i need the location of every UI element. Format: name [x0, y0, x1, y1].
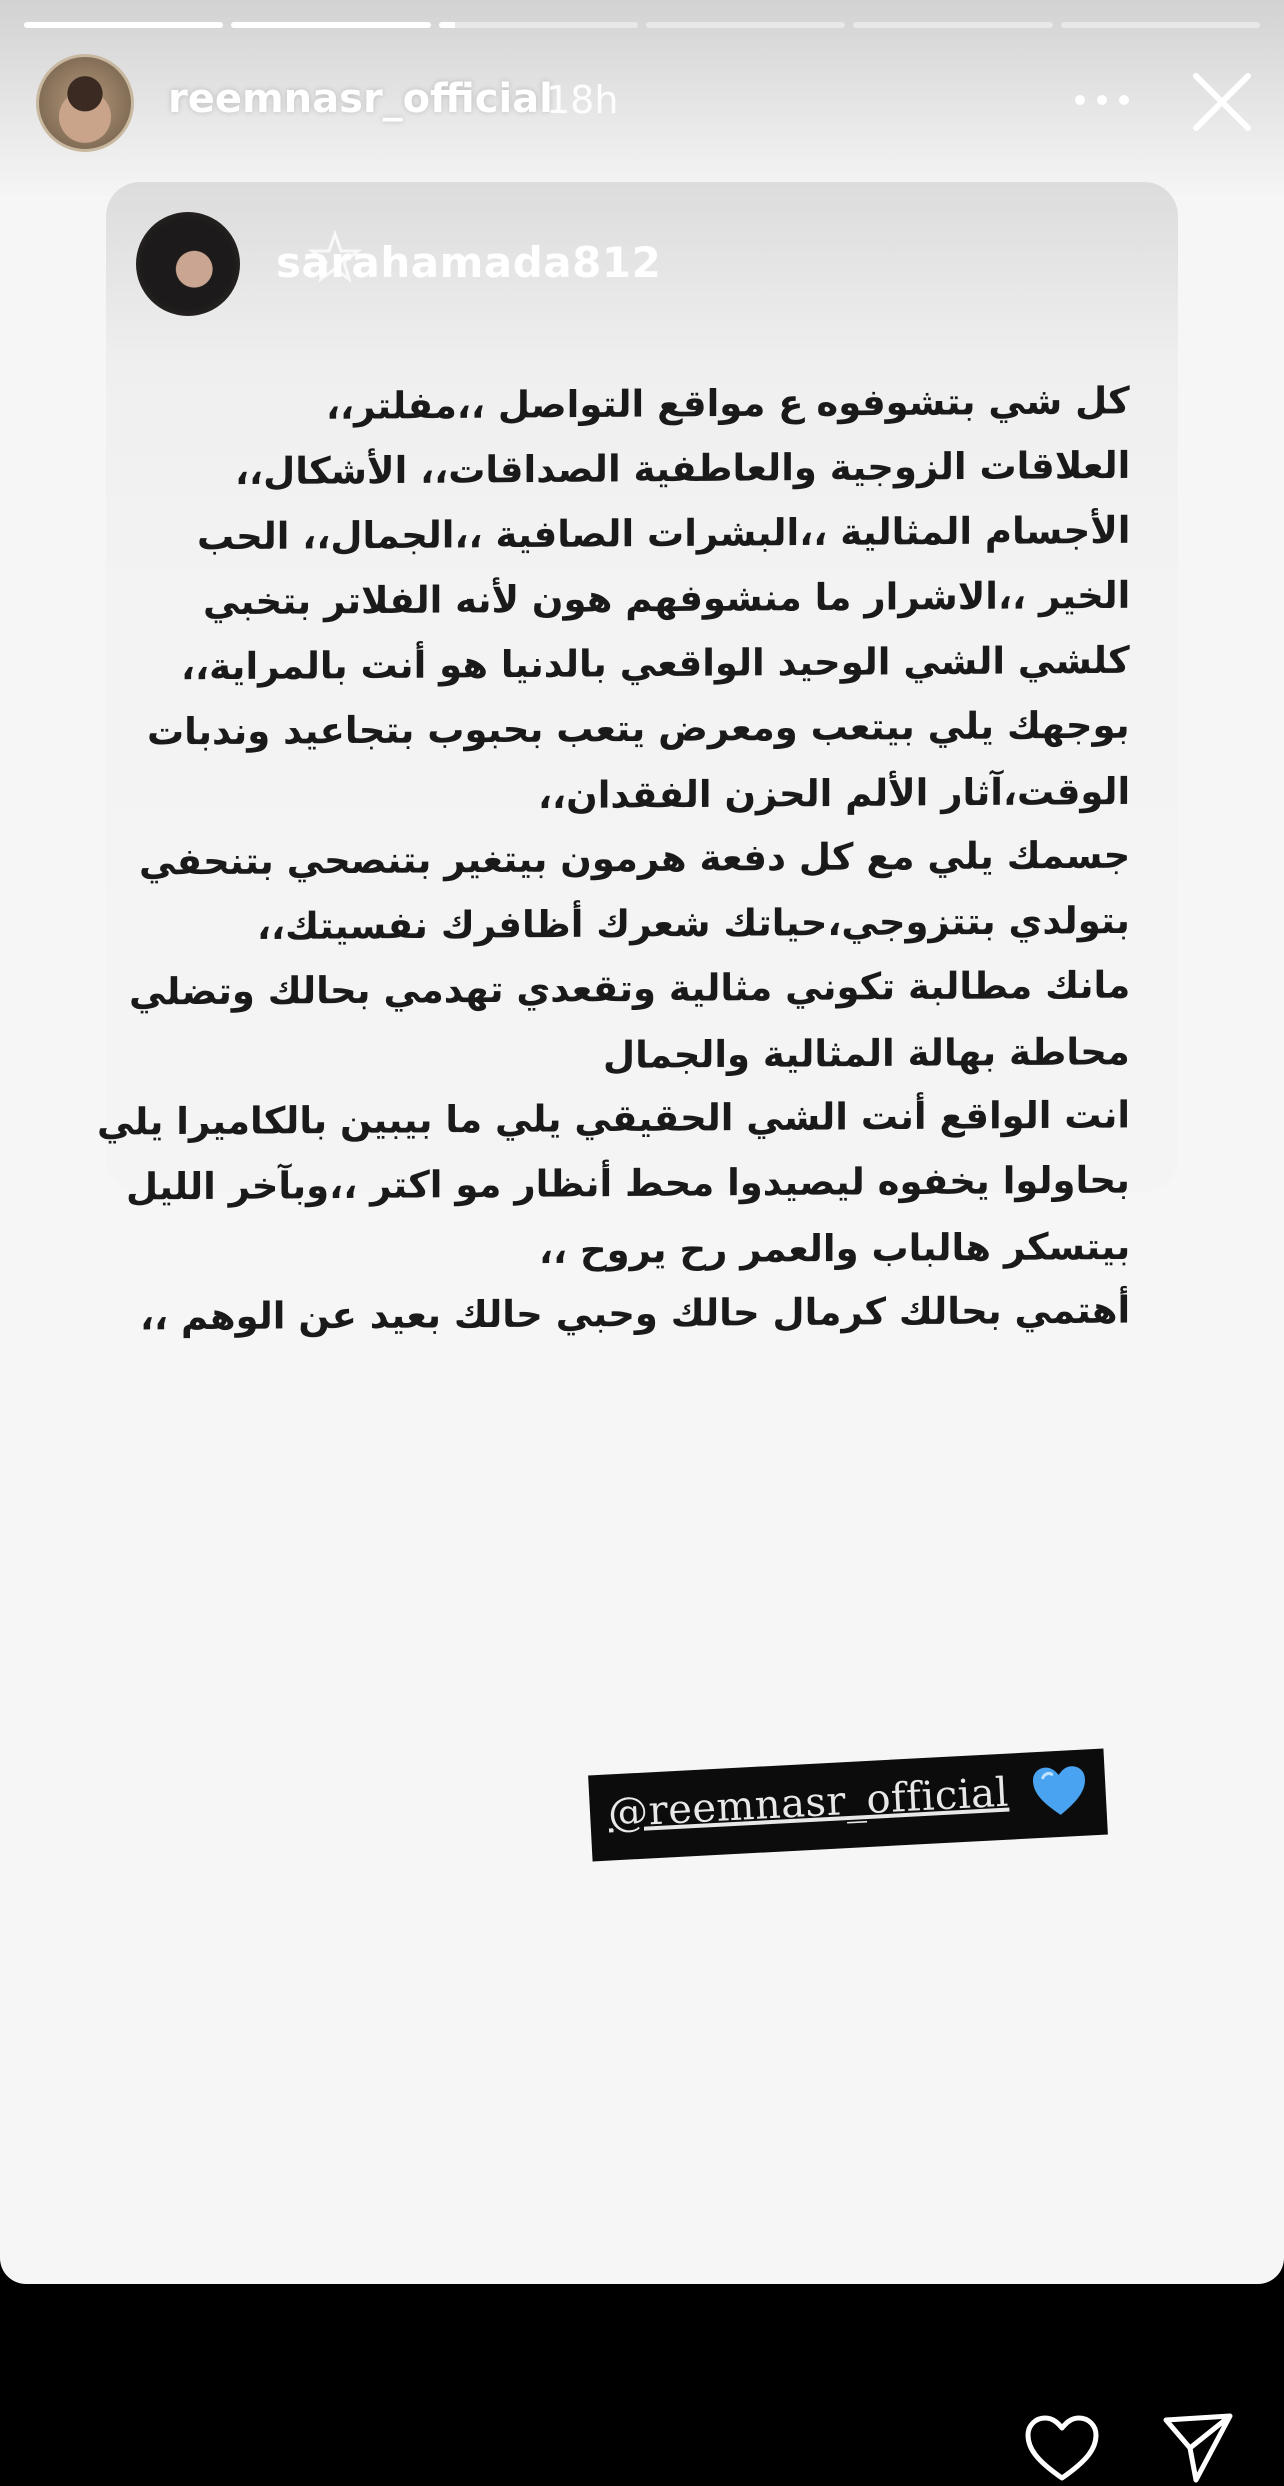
quote-line: بتولدي بتتزوجي،حياتك شعرك أظافرك نفسيتك،،: [257, 898, 1130, 949]
story-timestamp: 18h: [546, 78, 619, 122]
quote-author-avatar: [136, 212, 240, 316]
quote-line: انت الواقع أنت الشي الحقيقي يلي ما بيبين بالكاميرا يلي: [96, 1093, 1130, 1144]
progress-segment: [646, 22, 845, 28]
quote-line: بحاولوا يخفوه ليصيدوا محط أنظار مو اكتر ،،وبآخر الليل: [126, 1158, 1130, 1209]
more-options-icon[interactable]: [1072, 90, 1132, 110]
quote-line: جسمك يلي مع كل دفعة هرمون بيتغير بتنصحي بتنحفي: [138, 833, 1130, 884]
heart-outline-icon[interactable]: [1024, 2414, 1100, 2482]
quote-line: بيتسكر هالباب والعمر رح يروح ،،: [538, 1224, 1130, 1273]
story-progress-bar: [24, 22, 1260, 28]
quote-line: بوجهك يلي بيتعب ومعرض يتعب بحبوب بتجاعيد وندبات: [147, 703, 1130, 754]
blue-heart-icon: [1030, 1763, 1089, 1818]
profile-avatar[interactable]: [36, 54, 134, 152]
story-username[interactable]: reemnasr_official: [168, 76, 553, 122]
quote-line: محاطة بهالة المثالية والجمال: [603, 1030, 1130, 1077]
story-header: [0, 50, 1284, 150]
quote-line: الوقت،آثار الألم الحزن الفقدان،،: [537, 769, 1130, 818]
quote-line: كل شي بتشوفوه ع مواقع التواصل ،،مفلتر،،: [326, 379, 1130, 428]
quote-line: الأجسام المثالية ،،البشرات الصافية ،،الجمال،، الحب: [196, 508, 1130, 559]
send-icon[interactable]: [1160, 2410, 1236, 2486]
quote-line: الخير ،،الاشرار ما منشوفهم هون لأنه الفلاتر بتخبي: [202, 573, 1130, 624]
quote-line: مانك مطالبة تكوني مثالية وتقعدي تهدمي بحالك وتضلي: [128, 963, 1130, 1014]
mention-sticker[interactable]: [588, 1749, 1108, 1862]
progress-segment: [24, 22, 223, 28]
progress-segment: [1061, 22, 1260, 28]
progress-segment: [853, 22, 1052, 28]
progress-segment: [231, 22, 430, 28]
mention-username[interactable]: @reemnasr_official: [606, 1769, 1010, 1837]
quote-line: العلاقات الزوجية والعاطفية الصداقات،، الأشكال،،: [234, 443, 1130, 494]
close-icon[interactable]: [1190, 70, 1254, 134]
quote-line: أهتمي بحالك كرمال حالك وحبي حالك بعيد عن الوهم ،،: [139, 1288, 1130, 1339]
progress-segment: [439, 22, 638, 28]
quote-author-username: sarahamada812: [276, 238, 662, 287]
quote-line: كلشي الشي الوحيد الواقعي بالدنيا هو أنت بالمراية،،: [181, 638, 1130, 689]
story-action-bar: [0, 2284, 1284, 2486]
